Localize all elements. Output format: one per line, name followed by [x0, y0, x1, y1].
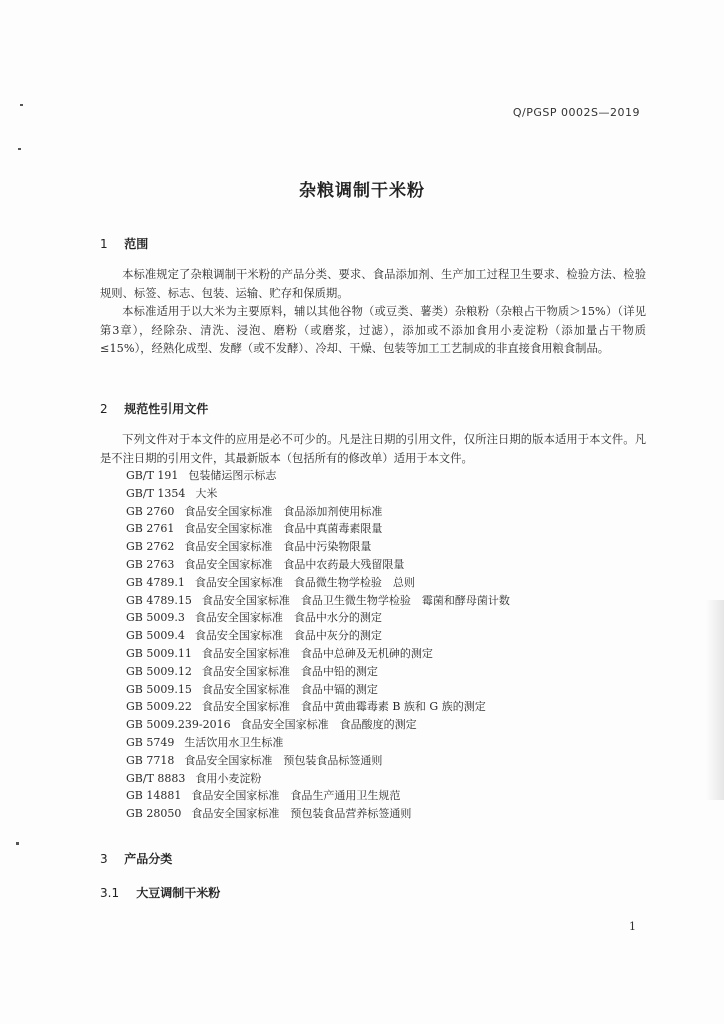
reference-item: GB 2761 食品安全国家标准 食品中真菌毒素限量 [126, 522, 383, 536]
section-title: 大豆调制干米粉 [136, 886, 221, 900]
document-title: 杂粮调制干米粉 [299, 181, 425, 201]
scope-paragraph-2: 本标准适用于以大米为主要原料，辅以其他谷物（或豆类、薯类）杂粮粉（杂粮占干物质＞15%）（详见第3章），经除杂、清洗、浸泡、磨粉（或磨浆，过滤），添加或不添加食用小麦淀粉（添加量占干物质≤15%），经熟化成型、发酵（或不发酵）、冷却、干燥、包装等加工工艺制成的非直接食用粮食制品。 [100, 305, 646, 355]
reference-item: GB 14881 食品安全国家标准 食品生产通用卫生规范 [126, 789, 401, 803]
section-title: 范围 [124, 237, 149, 251]
section-title: 规范性引用文件 [124, 402, 209, 416]
reference-item: GB 5009.11 食品安全国家标准 食品中总砷及无机砷的测定 [126, 646, 433, 660]
reference-item: GB 2762 食品安全国家标准 食品中污染物限量 [126, 540, 372, 554]
reference-item: GB 7718 食品安全国家标准 预包装食品标签通则 [126, 753, 383, 767]
section-heading-classification [100, 850, 172, 867]
reference-item: GB/T 191 包装储运图示标志 [126, 469, 277, 482]
section-title: 产品分类 [124, 852, 173, 866]
reference-item: GB 4789.15 食品安全国家标准 食品卫生微生物学检验 霉菌和酵母菌计数 [126, 593, 510, 607]
reference-item: GB 28050 食品安全国家标准 预包装食品营养标签通则 [126, 807, 412, 821]
reference-list [126, 467, 646, 823]
subsection-heading-soybean [100, 884, 220, 901]
section-number: 3 [100, 852, 108, 866]
reference-item: GB 5009.4 食品安全国家标准 食品中灰分的测定 [126, 629, 382, 643]
section-heading-normative [100, 400, 208, 417]
reference-item: GB 2760 食品安全国家标准 食品添加剂使用标准 [126, 504, 383, 518]
reference-item: GB 5009.15 食品安全国家标准 食品中镉的测定 [126, 682, 378, 696]
scan-edge-shadow [706, 600, 724, 800]
section-heading-scope [100, 235, 148, 252]
reference-item: GB 5009.12 食品安全国家标准 食品中铅的测定 [126, 664, 378, 678]
binding-mark [20, 104, 23, 106]
section-number: 1 [100, 237, 108, 251]
page-number: 1 [629, 920, 636, 933]
reference-item: GB 2763 食品安全国家标准 食品中农药最大残留限量 [126, 557, 405, 571]
section-number: 2 [100, 402, 108, 416]
reference-item: GB 5009.22 食品安全国家标准 食品中黄曲霉毒素 B 族和 G 族的测定 [126, 700, 486, 714]
reference-item: GB 5749 生活饮用水卫生标准 [126, 735, 284, 749]
reference-item: GB 5009.239-2016 食品安全国家标准 食品酸度的测定 [126, 718, 417, 732]
section-number: 3.1 [100, 886, 120, 900]
reference-item: GB/T 8883 食用小麦淀粉 [126, 771, 262, 785]
reference-item: GB 5009.3 食品安全国家标准 食品中水分的测定 [126, 611, 382, 625]
binding-mark [18, 148, 21, 150]
reference-item: GB/T 1354 大米 [126, 486, 218, 500]
normative-intro: 下列文件对于本文件的应用是必不可少的。凡是注日期的引用文件，仅所注日期的版本适用于本文件。凡是不注日期的引用文件，其最新版本（包括所有的修改单）适用于本文件。 [100, 433, 646, 465]
binding-mark [16, 842, 19, 845]
reference-item: GB 4789.1 食品安全国家标准 食品微生物学检验 总则 [126, 575, 415, 589]
scope-paragraph-1: 本标准规定了杂粮调制干米粉的产品分类、要求、食品添加剂、生产加工过程卫生要求、检验方法、检验规则、标签、标志、包装、运输、贮存和保质期。 [100, 268, 646, 300]
document-code: Q/PGSP 0002S—2019 [512, 106, 640, 119]
